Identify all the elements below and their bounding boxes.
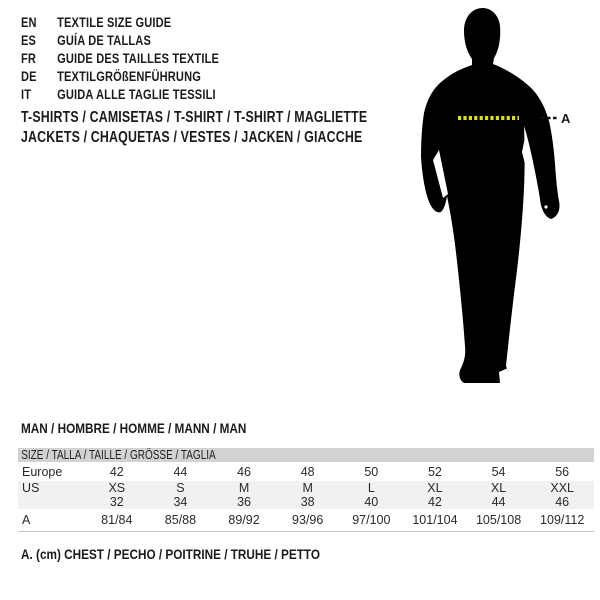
table-cell: 52 — [427, 464, 442, 479]
table-cell: M — [302, 481, 313, 495]
language-label: GUIDA ALLE TAGLIE TESSILI — [57, 87, 216, 102]
table-cell: 101/104 — [412, 513, 458, 527]
row-label: A — [22, 513, 31, 527]
table-cell: 85/88 — [164, 513, 197, 527]
size-table — [18, 448, 594, 532]
table-cell: L — [367, 481, 375, 495]
table-cell: 44 — [491, 495, 506, 509]
table-cell: 34 — [173, 495, 188, 509]
thumb-mark — [544, 205, 547, 208]
measurement-footnote: A. (cm) CHEST / PECHO / POITRINE / TRUHE / PETTO — [21, 546, 321, 562]
measure-label-a: A — [561, 111, 571, 126]
table-row-chest-a — [18, 509, 594, 532]
language-code: FR — [21, 51, 37, 66]
table-cell: 105/108 — [475, 513, 522, 527]
language-list — [21, 14, 219, 104]
table-band — [18, 481, 594, 509]
table-cell: XL — [427, 481, 443, 495]
man-silhouette — [421, 8, 560, 383]
table-cell: 32 — [109, 495, 124, 509]
table-cell: XS — [108, 481, 126, 495]
table-cell: 89/92 — [228, 513, 260, 527]
man-silhouette-figure — [420, 0, 580, 400]
size-table-header — [18, 448, 594, 462]
table-cell: S — [176, 481, 185, 495]
table-cell: 36 — [237, 495, 252, 509]
table-cell: XXL — [550, 481, 574, 495]
table-cell: 44 — [173, 464, 188, 479]
table-cell: 46 — [237, 464, 252, 479]
table-cell: 54 — [491, 464, 506, 479]
table-cell: 93/96 — [292, 513, 324, 527]
table-cell: 56 — [555, 464, 570, 479]
table-row-numeric — [18, 495, 594, 509]
table-cell: 109/112 — [540, 513, 585, 527]
language-code: EN — [21, 15, 37, 30]
table-cell: 81/84 — [101, 513, 133, 527]
table-cell: M — [238, 481, 250, 495]
category-jackets: JACKETS / CHAQUETAS / VESTES / JACKEN / GIACCHE — [21, 128, 363, 146]
language-label: GUÍA DE TALLAS — [57, 33, 152, 48]
language-row — [21, 50, 219, 68]
table-cell: 40 — [364, 495, 379, 509]
category-tshirts: T-SHIRTS / CAMISETAS / T-SHIRT / T-SHIRT / MAGLIETTE — [21, 109, 368, 126]
language-row — [21, 14, 219, 32]
category-list — [21, 108, 367, 147]
section-title-man: MAN / HOMBRE / HOMME / MANN / MAN — [21, 420, 247, 436]
table-cell: 50 — [364, 464, 379, 479]
language-code: DE — [21, 69, 37, 84]
language-label: TEXTILE SIZE GUIDE — [57, 15, 172, 30]
row-label: Europe — [22, 464, 63, 479]
language-code: ES — [21, 33, 37, 48]
table-cell: 48 — [300, 464, 315, 479]
row-label: US — [22, 481, 40, 495]
language-label: TEXTILGRÖßENFÜHRUNG — [57, 69, 202, 84]
table-row-europe — [18, 462, 594, 481]
table-cell: 42 — [427, 495, 442, 509]
language-row — [21, 32, 219, 50]
language-code: IT — [21, 87, 32, 102]
table-cell: 46 — [555, 495, 570, 509]
table-cell: XL — [490, 481, 507, 495]
table-cell: 97/100 — [352, 513, 391, 527]
size-table-header-label: SIZE / TALLA / TAILLE / GRÖSSE / TAGLIA — [21, 448, 216, 462]
language-label: GUIDE DES TAILLES TEXTILE — [57, 51, 220, 66]
table-row-us — [18, 481, 594, 495]
table-cell: 42 — [109, 464, 124, 479]
language-row — [21, 68, 219, 86]
language-row — [21, 86, 219, 104]
table-cell: 38 — [300, 495, 315, 509]
